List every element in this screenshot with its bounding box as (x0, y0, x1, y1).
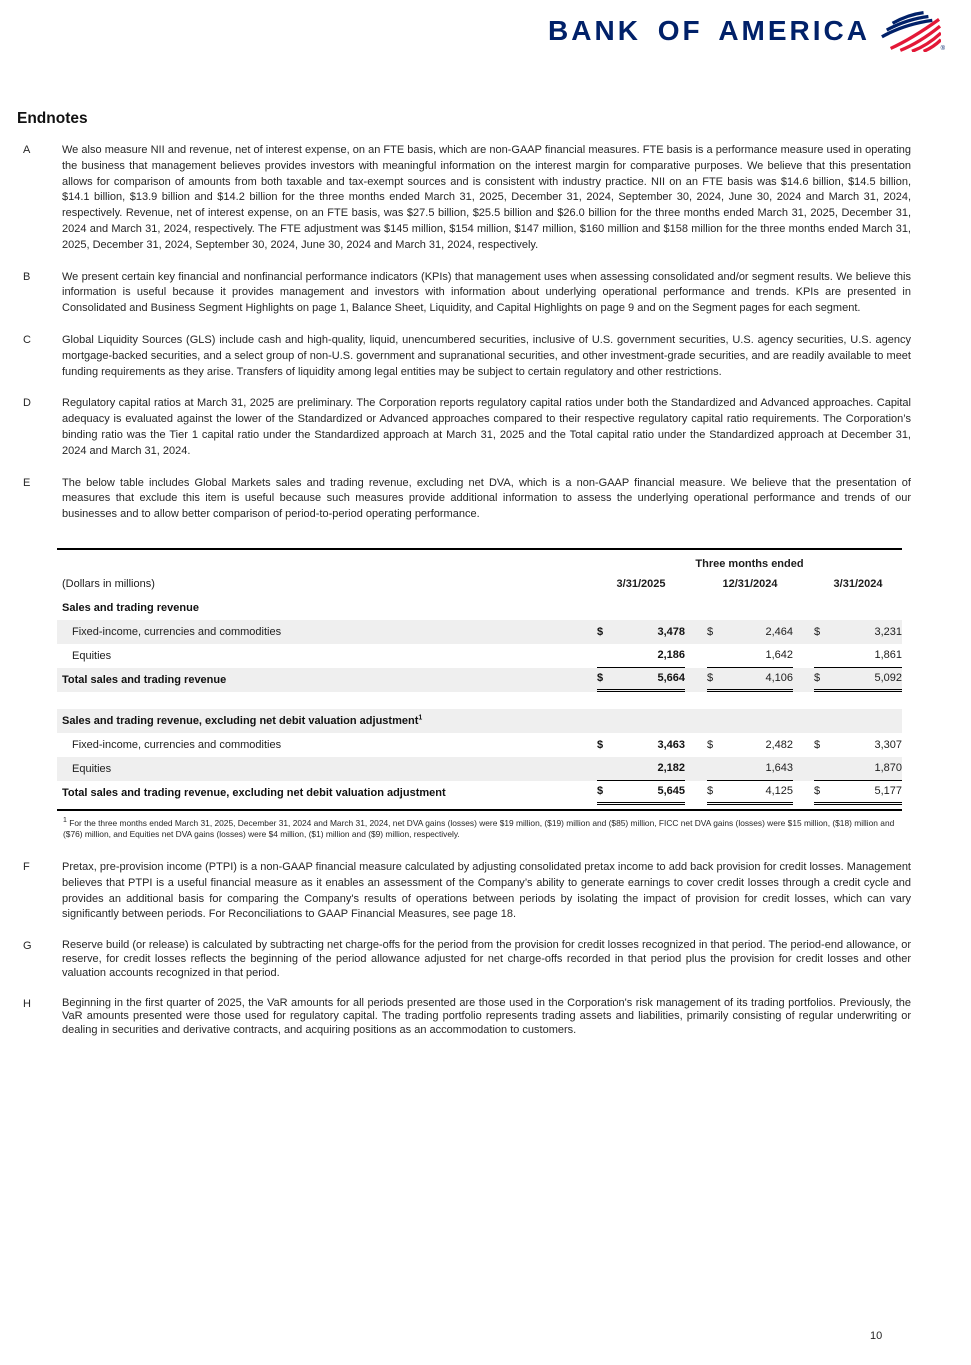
dollar-sign: $ (814, 785, 821, 798)
table-row-equities (57, 644, 902, 668)
endnote-letter: G (23, 940, 32, 953)
endnote-e (17, 476, 911, 523)
dollar-sign: $ (707, 738, 714, 751)
cell-value: 3,307 (874, 738, 902, 751)
endnote-letter: E (23, 476, 31, 489)
dollar-sign: $ (597, 785, 604, 798)
table-row-ficc (57, 620, 902, 644)
endnote-letter: D (23, 397, 31, 410)
dollar-sign: $ (814, 672, 821, 685)
cell-value: 5,092 (874, 672, 902, 685)
dollar-sign: $ (597, 738, 604, 751)
endnote-letter: B (23, 270, 31, 283)
endnote-letter: H (23, 997, 31, 1010)
endnote-text: We present certain key financial and nonfinancial performance indicators (KPIs) that management uses when assessing consolidated and/or segment results. We believe this information is useful because it provides management and investors with information about underlying operational performance and trends. KPIs are presented in Consolidated and Business Segment Highlights on page 1, Balance Sheet, Liquidity, and Capital Highlights on page 9 and on the Segment pages for each segment. (62, 270, 911, 315)
cell-value: 2,482 (765, 738, 793, 751)
endnote-a (17, 143, 911, 254)
cell-value: 1,870 (874, 762, 902, 775)
units-label: (Dollars in millions) (62, 578, 155, 591)
column-group-header: Three months ended (695, 558, 804, 571)
row-label: Fixed-income, currencies and commodities (72, 625, 282, 638)
cell-value: 5,664 (657, 672, 685, 685)
cell-value: 2,182 (657, 762, 685, 775)
total-label: Total sales and trading revenue (62, 673, 227, 686)
column-header-3-31-2025: 3/31/2025 (616, 578, 666, 591)
table-bottom-rule (57, 809, 902, 811)
table-footnote (63, 818, 909, 840)
row-label: Equities (72, 762, 112, 775)
section-title: Sales and trading revenue, excluding net debit valuation adjustment$^1$ (62, 714, 423, 727)
footnote-ref: 1 (418, 714, 423, 722)
cell-value: 3,478 (657, 625, 685, 638)
endnote-letter: C (23, 333, 31, 346)
dollar-sign: $ (597, 625, 604, 638)
endnote-text: The below table includes Global Markets sales and trading revenue, excluding net DVA, which is a non-GAAP financial measure. We believe that the presentation of measures that exclude this item is useful because such measures provide additional information to assess the underlying operational performance and trends of our businesses and to allow better comparison of period-to-period operating performance. (62, 476, 911, 521)
endnote-letter: A (23, 144, 31, 156)
cell-value: 5,177 (874, 785, 902, 798)
footnote-text: For the three months ended March 31, 2025, December 31, 2024 and March 31, 2024, net DVA gains (losses) were $19 million, ($19) million and ($85) million, FICC net DVA gains (losses) were $15 million, ($18) million and ($76) million, and Equities net DVA gains (losses) were $4 million, ($1) million and ($9) million, respectively. (63, 817, 895, 839)
bofa-flag-icon (879, 10, 945, 52)
row-label: Equities (72, 649, 112, 662)
endnote-b (17, 270, 911, 317)
row-label: Fixed-income, currencies and commodities (72, 738, 282, 751)
endnote-text: Beginning in the first quarter of 2025, the VaR amounts for all periods presented are those used in the Corporation's risk management of its trading portfolios. Previously, the VaR amounts presented were those used for regulatory capital. The trading portfolio represents trading assets and liabilities, primarily consisting of regular underwriting or dealing in securities and derivative contracts, and acquiring positions as an accommodation to customers. (62, 996, 911, 1037)
table-row-total-ex-dva (57, 781, 902, 805)
cell-value: 1,861 (874, 649, 902, 662)
bank-of-america-logo (548, 10, 945, 52)
total-label: Total sales and trading revenue, excluding net debit valuation adjustment (62, 786, 446, 799)
endnote-d (17, 396, 911, 459)
endnote-h (17, 997, 911, 1038)
endnote-text: Global Liquidity Sources (GLS) include cash and high-quality, liquid, unencumbered securities, inclusive of U.S. government securities, U.S. agency securities, U.S. agency mortgage-backed securities, and a select group of non-U.S. government and supranational securities, and other investment-grade securities, and are readily available to meet funding requirements as they arise. Transfers of liquidity among legal entities may be subject to certain regulatory and other restrictions. (62, 333, 911, 378)
dollar-sign: $ (707, 785, 714, 798)
cell-value: 4,106 (765, 672, 793, 685)
sales-trading-table (57, 548, 902, 811)
cell-value: 3,463 (657, 738, 685, 751)
section-title: Sales and trading revenue (62, 601, 199, 614)
page-number: 10 (870, 1330, 883, 1342)
dollar-sign: $ (707, 672, 714, 685)
endnote-text: Regulatory capital ratios at March 31, 2025 are preliminary. The Corporation reports regulatory capital ratios under both the Standardized and Advanced approaches. Capital adequacy is evaluated against the lower of the Standardized or Advanced approaches compared to their respective regulatory capital ratio requirements. The Corporation’s binding ratio was the Tier 1 capital ratio under the Standardized approach at March 31, 2025 and the Total capital ratio under the Standardized approach at December 31, 2024 and March 31, 2024. (62, 397, 911, 457)
cell-value: 5,645 (657, 785, 685, 798)
cell-value: 3,231 (874, 625, 902, 638)
endnote-text: We also measure NII and revenue, net of interest expense, on an FTE basis, which are non-GAAP financial measures. FTE basis is a performance measure used in operating the business that management believes provides investors with meaningful information on the interest margin for comparative purposes. We believe that this presentation allows for comparison of amounts from both taxable and tax-exempt sources and is consistent with industry practice. NII on an FTE basis was $14.6 billion, $14.5 billion, $14.1 billion, $13.9 billion and $14.2 billion for the three months ended March 31, 2025, December 31, 2024, September 30, 2024, June 30, 2024 and March 31, 2024, respectively. Revenue, net of interest expense, on an FTE basis, was $27.5 billion, $25.5 billion and $26.0 billion for the three months ended March 31, 2025, December 31, 2024 and March 31, 2024, respectively. The FTE adjustment was $145 million, $154 million, $147 million, $160 million and $158 million for the three months ended March 31, 2025, December 31, 2024, September 30, 2024, June 30, 2024 and March 31, 2024, respectively. (62, 144, 911, 251)
table-row-total-sales-trading (57, 668, 902, 692)
column-header-3-31-2024: 3/31/2024 (833, 578, 883, 591)
endnote-c (17, 333, 911, 380)
endnote-g (17, 939, 911, 980)
endnote-text: Reserve build (or release) is calculated by subtracting net charge-offs for the period from the provision for credit losses recognized in that period. The period-end allowance, or reserve, for credit losses reflects the beginning of the period allowance adjusted for net charge-offs recorded in that period plus the provision for credit losses and other valuation accounts recognized in that period. (62, 939, 911, 979)
cell-value: 1,642 (765, 649, 793, 662)
column-header-12-31-2024: 12/31/2024 (722, 578, 778, 591)
endnote-letter: F (23, 860, 30, 873)
endnote-f (17, 860, 911, 923)
table-row-ficc-ex-dva (57, 733, 902, 757)
dollar-sign: $ (814, 738, 821, 751)
page-title: Endnotes (17, 110, 88, 127)
footnote-number: 1 (63, 817, 67, 825)
dollar-sign: $ (597, 672, 604, 685)
section-header-row-ex-dva (57, 709, 902, 733)
cell-value: 2,186 (657, 649, 685, 662)
cell-value: 2,464 (765, 625, 793, 638)
dollar-sign: $ (707, 625, 714, 638)
section-header-row (57, 596, 902, 620)
cell-value: 4,125 (765, 785, 793, 798)
cell-value: 1,643 (765, 762, 793, 775)
table-row-equities-ex-dva (57, 757, 902, 781)
registered-trademark: ® (940, 46, 945, 52)
dollar-sign: $ (814, 625, 821, 638)
endnote-text: Pretax, pre-provision income (PTPI) is a non-GAAP financial measure calculated by adjusting consolidated pretax income to add back provision for credit losses. Management believes that PTPI is a useful financial measure as it enables an assessment of the Company’s ability to generate earnings to cover credit losses through a credit cycle and provides an additional basis for comparing the Company's results of operations between periods by isolating the impact of provision for credit losses, which can vary significantly between periods. For Reconciliations to GAAP Financial Measures, see page 18. (62, 860, 911, 921)
logo-text: BANK OF AMERICA (548, 15, 870, 46)
